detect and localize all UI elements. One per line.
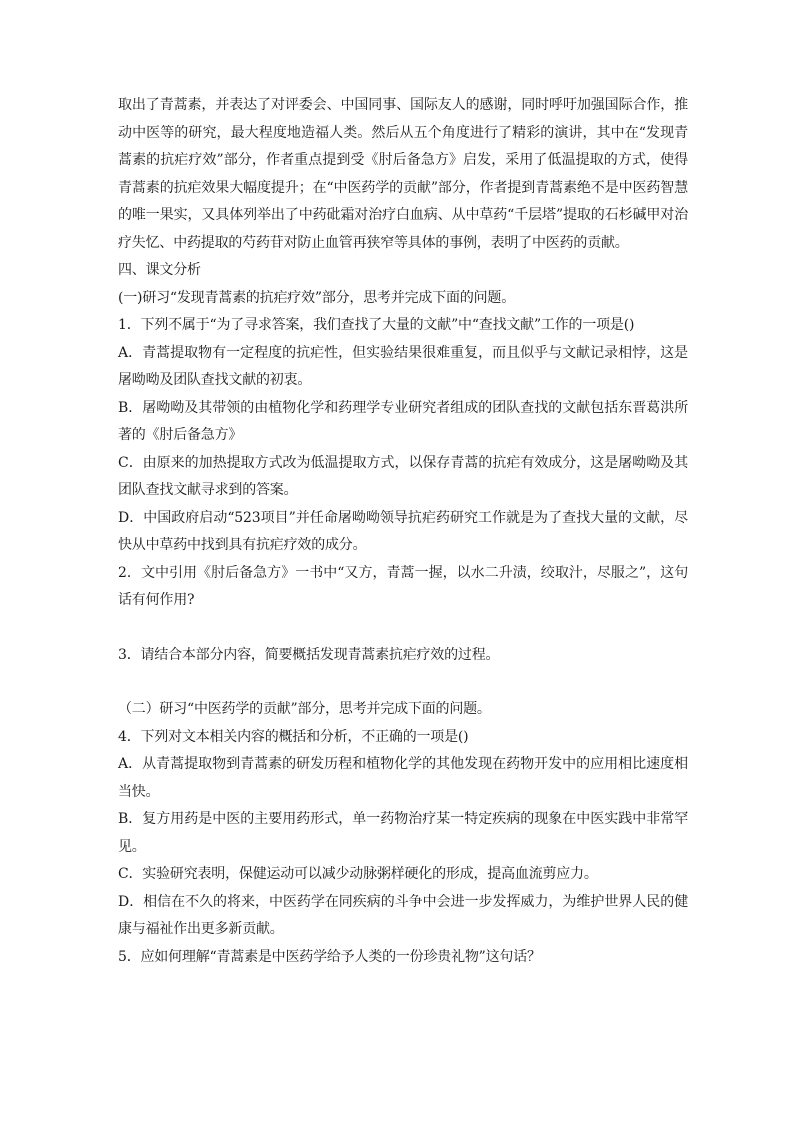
question-1 — [118, 312, 688, 560]
document-body — [118, 92, 688, 971]
option-d: D．中国政府启动“523项目”并任命屠呦呦领导抗疟药研究工作就是为了查找大量的文献，尽快从中草药中找到具有抗疟疗效的成分。 — [118, 509, 688, 553]
option-a: A．青蒿提取物有一定程度的抗疟性，但实验结果很难重复，而且似乎与文献记录相悖，这是屠呦呦及团队查找文献的初衷。 — [118, 344, 688, 388]
question-4 — [118, 724, 688, 944]
option-b: B．屠呦呦及其带领的由植物化学和药理学专业研究者组成的团队查找的文献包括东晋葛洪所著的《肘后备急方》 — [118, 399, 688, 443]
section-heading: 四、课文分析 — [118, 262, 201, 278]
intro-paragraph: 取出了青蒿素，并表达了对评委会、中国同事、国际友人的感谢，同时呼吁加强国际合作，推动中医等的研究，最大程度地造福人类。然后从五个角度进行了精彩的演讲，其中在“发现青蒿素的抗疟疗效”部分，作者重点提到受《肘后备急方》启发，采用了低温提取的方式，使得青蒿素的抗疟效果大幅度提升；在“中医药学的贡献”部分，作者提到青蒿素绝不是中医药智慧的唯一果实，又具体列举出了中药砒霜对治疗白血病、从中草药“千层塔”提取的石杉碱甲对治疗失忆、中药提取的芍药苷对防止血管再狭窄等具体的事例，表明了中医药的贡献。 — [118, 97, 688, 251]
part-two-heading: （二）研习“中医药学的贡献”部分，思考并完成下面的问题。 — [118, 701, 491, 717]
option-a: A．从青蒿提取物到青蒿素的研发历程和植物化学的其他发现在药物开发中的应用相比速度相当快。 — [118, 756, 688, 800]
question-3: 3．请结合本部分内容，简要概括发现青蒿素抗疟疗效的过程。 — [118, 646, 500, 663]
option-d: D．相信在不久的将来，中医药学在同疾病的斗争中会进一步发挥威力，为维护世界人民的健康与福祉作出更多新贡献。 — [118, 893, 688, 937]
question-5: 5．应如何理解“青蒿素是中医药学给予人类的一份珍贵礼物”这句话？ — [118, 948, 541, 965]
option-c: C．由原来的加热提取方式改为低温提取方式，以保存青蒿的抗疟有效成分，这是屠呦呦及其团队查找文献寻求到的答案。 — [118, 454, 688, 498]
part-one-heading: (一)研习“发现青蒿素的抗疟疗效”部分，思考并完成下面的问题。 — [118, 289, 516, 306]
question-stem: 1．下列不属于“为了寻求答案，我们查找了大量的文献”中“查找文献”工作的一项是() — [118, 317, 635, 333]
option-b: B．复方用药是中医的主要用药形式，单一药物治疗某一特定疾病的现象在中医实践中非常罕见。 — [118, 811, 688, 855]
option-c: C．实验研究表明，保健运动可以减少动脉粥样硬化的形成，提高血流剪应力。 — [118, 866, 598, 882]
answer-space — [118, 615, 688, 642]
question-stem: 4．下列对文本相关内容的概括和分析，不正确的一项是() — [118, 728, 469, 745]
answer-space — [118, 669, 688, 696]
question-2: 2．文中引用《肘后备急方》一书中“又方，青蒿一握，以水二升渍，绞取汁，尽服之”，这句话有何作用? — [118, 564, 688, 608]
